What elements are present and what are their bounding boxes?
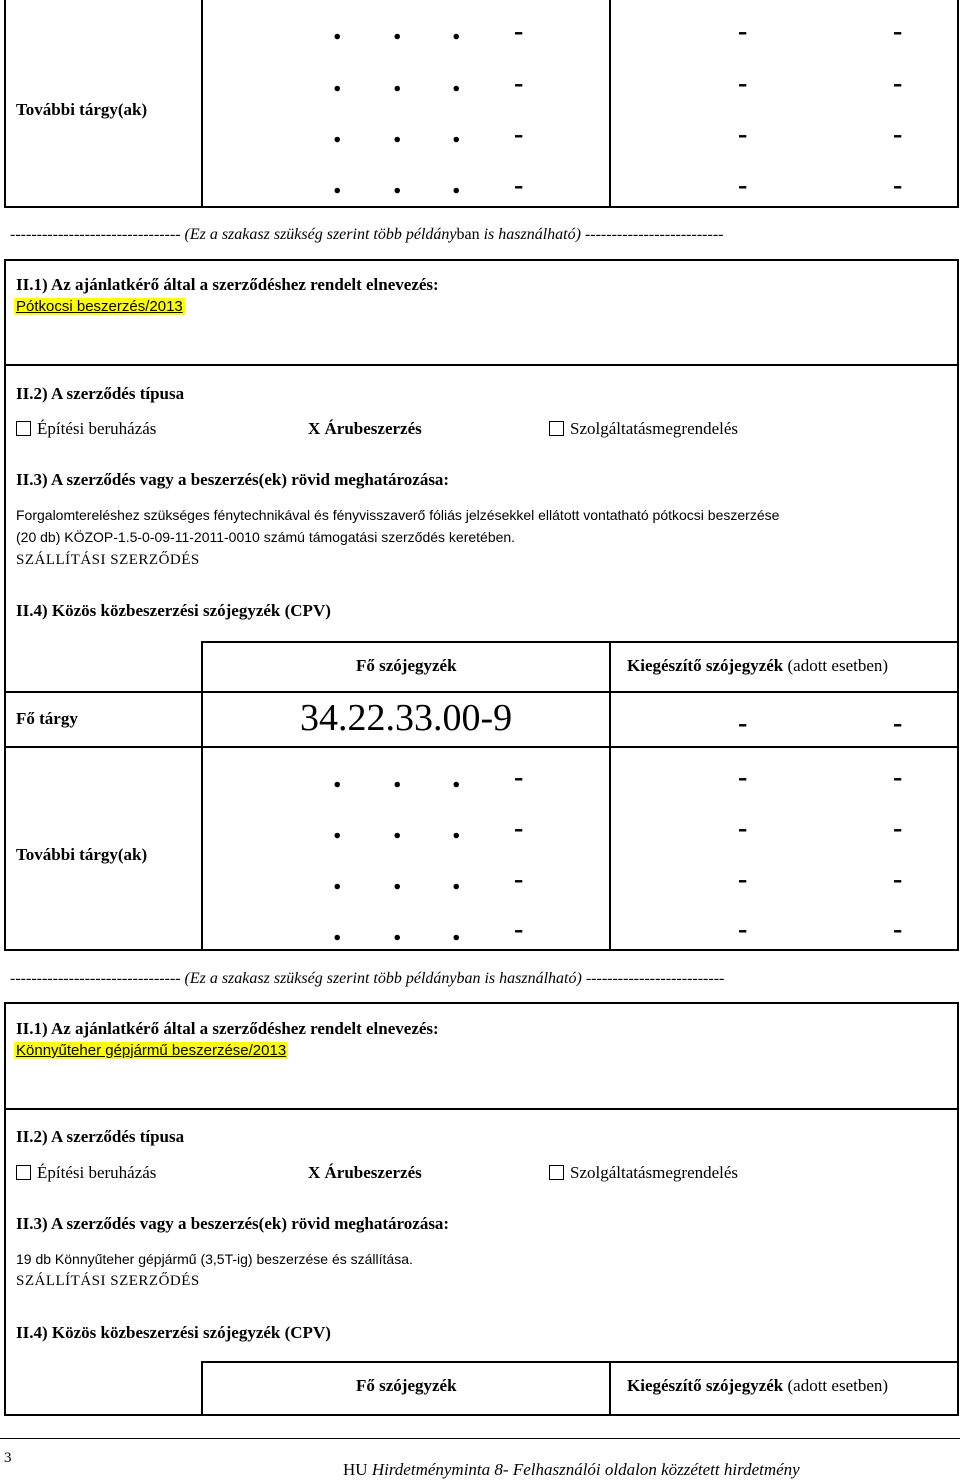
section2-ii1-heading: II.1) Az ajánlatkérő által a szerződéshez rendelt elnevezés: bbox=[16, 1019, 439, 1038]
top-table-divider-1 bbox=[201, 0, 203, 208]
top-cpv-table bbox=[4, 0, 959, 208]
section2-type-option-supplies[interactable]: X Árubeszerzés bbox=[308, 1163, 422, 1182]
cpv-table-1-vline-1 bbox=[201, 641, 203, 949]
section2-type-option-works[interactable]: Építési beruházás bbox=[16, 1163, 156, 1183]
section1-ii2-heading: II.2) A szerződés típusa bbox=[16, 384, 185, 403]
section1-contract-title: Pótkocsi beszerzés/2013 bbox=[16, 298, 183, 315]
section1-description-line2: (20 db) KÖZOP-1.5-0-09-11-2011-0010 számú támogatási szerződés keretében. bbox=[16, 529, 516, 545]
checkbox-icon bbox=[16, 421, 31, 436]
top-table-divider-2 bbox=[609, 0, 611, 208]
checkbox-icon bbox=[549, 1165, 564, 1180]
section2-contract-title: Könnyűteher gépjármű beszerzése/2013 bbox=[16, 1042, 287, 1059]
checkbox-icon bbox=[16, 1165, 31, 1180]
section1-description-line1: Forgalomtereléshez szükséges fénytechnikával és fényvisszaverő fóliás jelzésekkel ellátott vontatható pótkocsi beszerzése bbox=[16, 507, 780, 523]
section2-ii2-heading: II.2) A szerződés típusa bbox=[16, 1127, 185, 1146]
section2-description-line1: 19 db Könnyűteher gépjármű (3,5T-ig) beszerzése és szállítása. bbox=[16, 1251, 413, 1267]
section1-ii1-heading: II.1) Az ajánlatkérő által a szerződéshez rendelt elnevezés: bbox=[16, 275, 439, 294]
section1-contract-kind: SZÁLLÍTÁSI SZERZŐDÉS bbox=[16, 552, 200, 568]
further-objects-label: További tárgy(ak) bbox=[16, 100, 148, 119]
section2-frame bbox=[4, 1002, 959, 1416]
section1-type-option-services[interactable]: Szolgáltatásmegrendelés bbox=[549, 419, 738, 439]
main-object-supp-1: - bbox=[738, 708, 748, 739]
section-separator-2: -------------------------------- (Ez a szakasz szükség szerint több példányban is használható) -------------------------- bbox=[10, 970, 725, 987]
section1-type-option-supplies[interactable]: X Árubeszerzés bbox=[308, 419, 422, 438]
cpv-main-vocabulary-header-2: Fő szójegyzék bbox=[356, 1376, 457, 1395]
section1-further-objects-label: További tárgy(ak) bbox=[16, 845, 148, 864]
cpv-table-1-vline-2 bbox=[609, 641, 611, 949]
section2-ii4-heading: II.4) Közös közbeszerzési szójegyzék (CPV) bbox=[16, 1323, 331, 1342]
cpv-table-1-hline-bottom bbox=[4, 746, 959, 748]
cpv-table-1-hline-mid bbox=[4, 691, 959, 693]
cpv-table-2-vline-1 bbox=[201, 1361, 203, 1415]
footer-text: HU Hirdetményminta 8- Felhasználói oldalon közzétett hirdetmény bbox=[343, 1460, 800, 1479]
section1-type-option-works[interactable]: Építési beruházás bbox=[16, 419, 156, 439]
main-object-label: Fő tárgy bbox=[16, 709, 78, 728]
cpv-table-2-hline-top bbox=[201, 1361, 959, 1363]
section1-ii4-heading: II.4) Közös közbeszerzési szójegyzék (CPV) bbox=[16, 601, 331, 620]
main-object-cpv-code: 34.22.33.00-9 bbox=[300, 697, 513, 739]
section1-title-divider bbox=[4, 364, 959, 366]
section-separator: -------------------------------- (Ez a szakasz szükség szerint több példányban is használható) -------------------------- bbox=[10, 226, 724, 243]
cpv-table-1-hline-top bbox=[201, 641, 959, 643]
page-number: 3 bbox=[4, 1450, 12, 1466]
cpv-table-2-vline-2 bbox=[609, 1361, 611, 1415]
section2-title-divider bbox=[4, 1108, 959, 1110]
cpv-supplementary-vocabulary-header: Kiegészítő szójegyzék (adott esetben) bbox=[627, 656, 889, 675]
section2-ii3-heading: II.3) A szerződés vagy a beszerzés(ek) rövid meghatározása: bbox=[16, 1214, 450, 1233]
section2-contract-kind: SZÁLLÍTÁSI SZERZŐDÉS bbox=[16, 1273, 200, 1289]
cpv-main-vocabulary-header: Fő szójegyzék bbox=[356, 656, 457, 675]
section2-type-option-services[interactable]: Szolgáltatásmegrendelés bbox=[549, 1163, 738, 1183]
footer-rule bbox=[0, 1438, 960, 1439]
section1-ii3-heading: II.3) A szerződés vagy a beszerzés(ek) rövid meghatározása: bbox=[16, 470, 450, 489]
checkbox-icon bbox=[549, 421, 564, 436]
main-object-supp-2: - bbox=[893, 708, 903, 739]
cpv-supplementary-vocabulary-header-2: Kiegészítő szójegyzék (adott esetben) bbox=[627, 1376, 889, 1395]
